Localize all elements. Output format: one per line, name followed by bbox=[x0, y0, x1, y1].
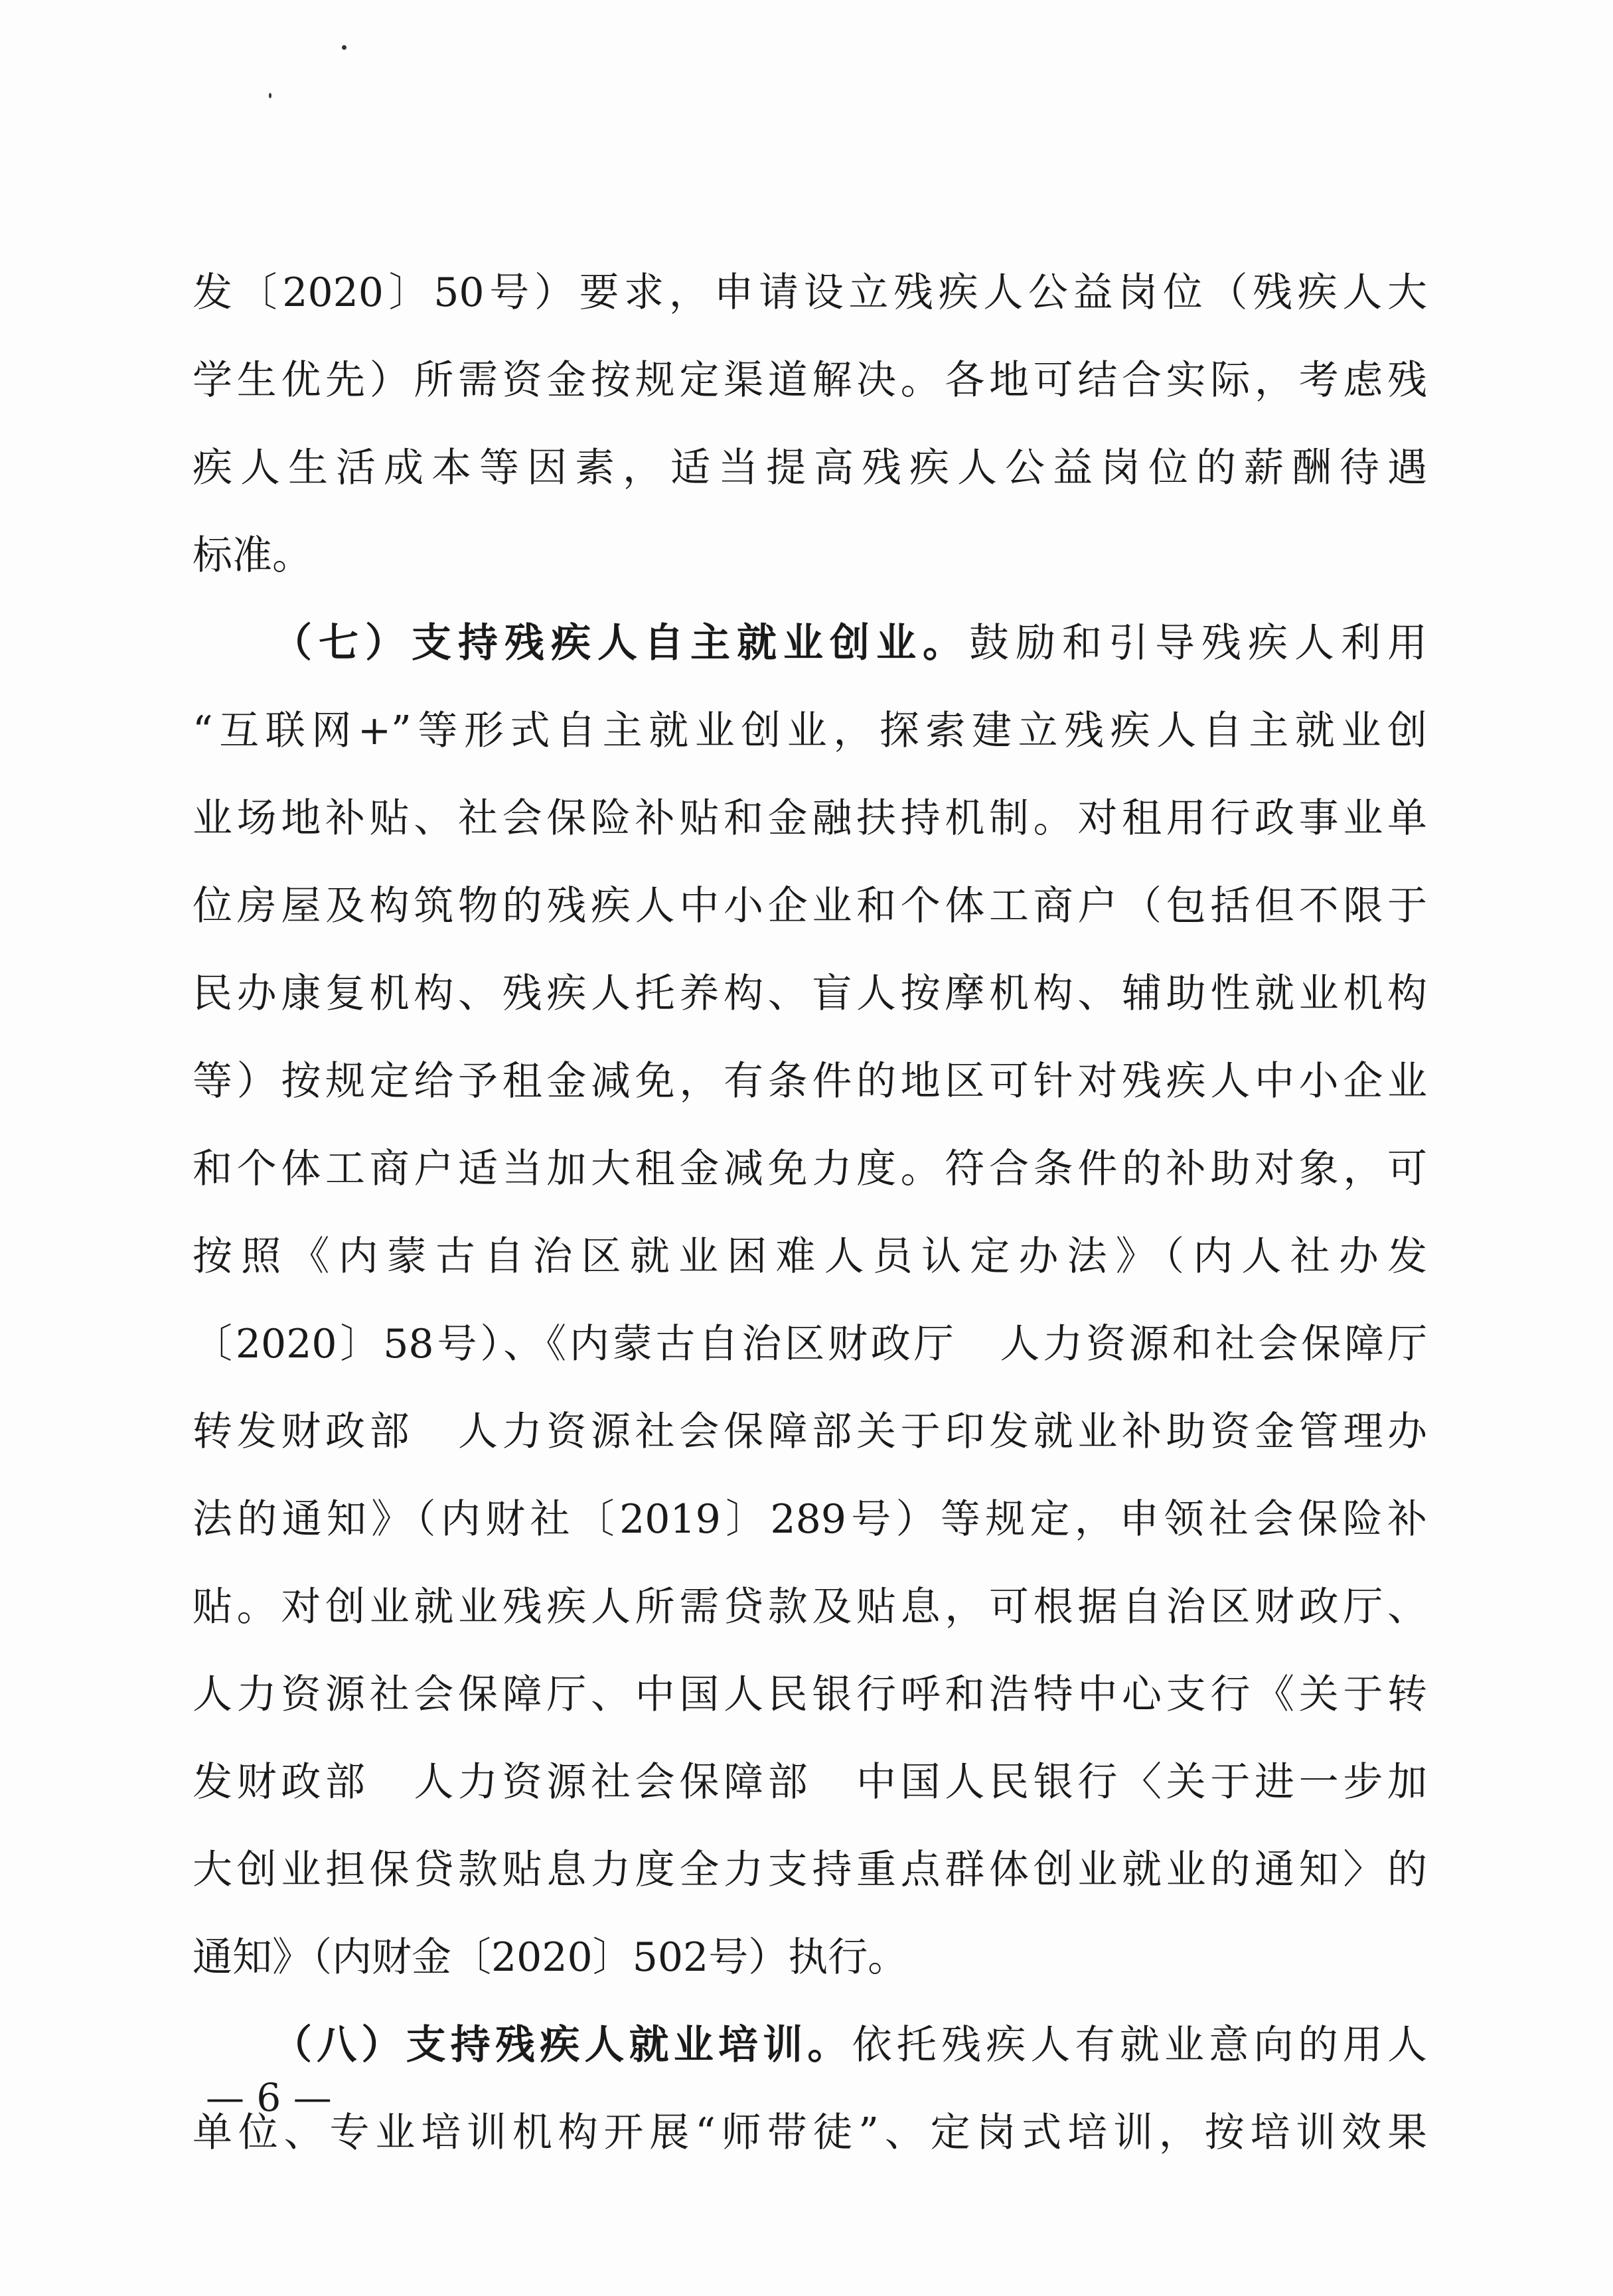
text-line: 等）按规定给予租金减免，有条件的地区可针对残疾人中小企业 bbox=[192, 1058, 1427, 1105]
text-line: 疾人生活成本等因素，适当提高残疾人公益岗位的薪酬待遇 bbox=[192, 445, 1427, 491]
text-line: 标准。 bbox=[192, 532, 312, 579]
text-line: 通知》（内财金〔2020〕502号）执行。 bbox=[192, 1934, 908, 1981]
text-line: 法的通知》（内财社〔2019〕289号）等规定，申领社会保险补 bbox=[192, 1496, 1427, 1543]
text-line: 位房屋及构筑物的残疾人中小企业和个体工商户（包括但不限于 bbox=[192, 883, 1427, 929]
text-line: 大创业担保贷款贴息力度全力支持重点群体创业就业的通知〉的 bbox=[192, 1847, 1427, 1893]
text-line: 人力资源社会保障厅、中国人民银行呼和浩特中心支行《关于转 bbox=[192, 1671, 1427, 1718]
document-body bbox=[192, 249, 1427, 2177]
text-line: 业场地补贴、社会保险补贴和金融扶持机制。对租用行政事业单 bbox=[192, 795, 1427, 842]
text-line: 民办康复机构、残疾人托养构、盲人按摩机构、辅助性就业机构 bbox=[192, 970, 1427, 1017]
text-line: 发〔2020〕50号）要求，申请设立残疾人公益岗位（残疾人大 bbox=[192, 269, 1427, 316]
text-span: 鼓励和引导残疾人利用 bbox=[969, 620, 1427, 666]
section-heading: （八）支持残疾人就业培训。 bbox=[272, 2022, 852, 2068]
section-heading-line bbox=[192, 599, 1427, 687]
text-line: 单位、专业培训机构开展“师带徒”、定岗式培训，按培训效果 bbox=[192, 2109, 1427, 2156]
text-line: 按照《内蒙古自治区就业困难人员认定办法》（内人社办发 bbox=[192, 1233, 1427, 1280]
scan-speck bbox=[269, 93, 271, 98]
section-heading: （七）支持残疾人自主就业创业。 bbox=[272, 620, 969, 666]
text-line: 转发财政部 人力资源社会保障部关于印发就业补助资金管理办 bbox=[192, 1409, 1427, 1455]
text-line: 学生优先）所需资金按规定渠道解决。各地可结合实际，考虑残 bbox=[192, 357, 1427, 404]
text-line: 发财政部 人力资源社会保障部 中国人民银行〈关于进一步加 bbox=[192, 1759, 1427, 1805]
page-number: — 6 — bbox=[206, 2075, 332, 2120]
scan-speck bbox=[342, 45, 346, 50]
text-line: “互联网+”等形式自主就业创业，探索建立残疾人自主就业创 bbox=[192, 708, 1427, 754]
text-line: 〔2020〕58号）、《内蒙古自治区财政厅 人力资源和社会保障厅 bbox=[192, 1321, 1427, 1367]
text-line: 和个体工商户适当加大租金减免力度。符合条件的补助对象，可 bbox=[192, 1146, 1427, 1192]
section-heading-line bbox=[192, 2001, 1427, 2089]
text-span: 依托残疾人有就业意向的用人 bbox=[852, 2022, 1427, 2068]
text-line: 贴。对创业就业残疾人所需贷款及贴息，可根据自治区财政厅、 bbox=[192, 1584, 1427, 1630]
